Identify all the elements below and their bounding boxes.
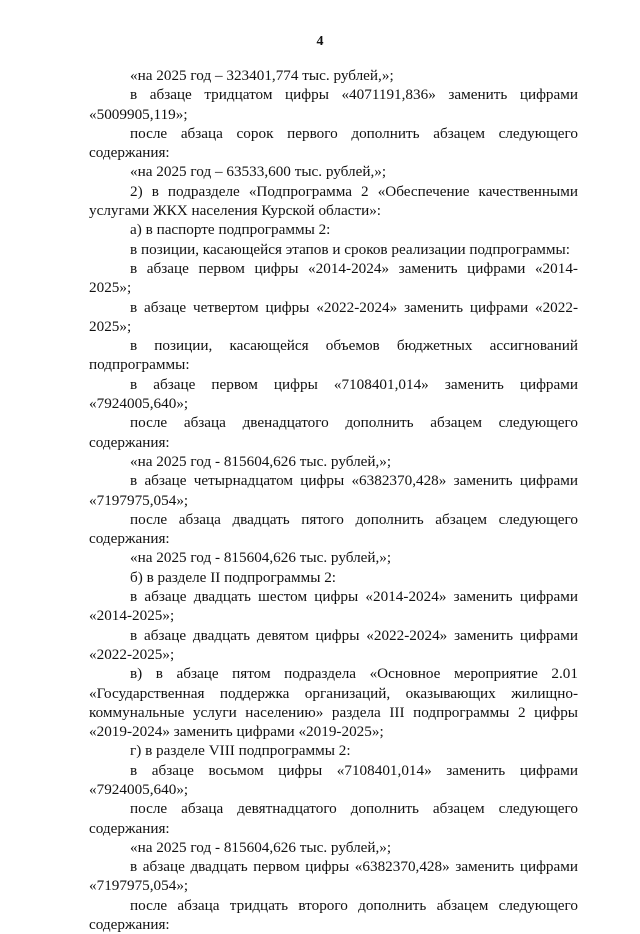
paragraph: в) в абзаце пятом подраздела «Основное мероприятие 2.01 «Государственная поддержка организаций, оказывающих жилищно-коммунальные услуги населению» раздела III подпрограммы 2 цифры «2019-2024» заменить цифрами «2019-2025»;	[89, 665, 578, 741]
paragraph: в позиции, касающейся этапов и сроков реализации подпрограммы:	[130, 240, 570, 258]
paragraph: в абзаце двадцать первом цифры «6382370,428» заменить цифрами «7197975,054»;	[89, 858, 578, 895]
paragraph: в абзаце четырнадцатом цифры «6382370,428» заменить цифрами «7197975,054»;	[89, 472, 578, 509]
paragraph: «на 2025 год – 323401,774 тыс. рублей,»;	[130, 67, 394, 84]
paragraph: после абзаца тридцать второго дополнить абзацем следующего содержания:	[89, 896, 578, 934]
paragraph: после абзаца сорок первого дополнить абзацем следующего содержания:	[89, 124, 578, 162]
paragraph: б) в разделе II подпрограммы 2:	[130, 568, 337, 586]
paragraph: 2) в подразделе «Подпрограмма 2 «Обеспечение качественными услугами ЖКХ населения Курской области»:	[89, 182, 578, 220]
paragraph: после абзаца девятнадцатого дополнить абзацем следующего содержания:	[89, 800, 578, 837]
paragraph: в абзаце первом цифры «2014-2024» заменить цифрами «2014-2025»;	[89, 259, 578, 297]
paragraph: «на 2025 год - 815604,626 тыс. рублей,»;	[130, 838, 392, 856]
paragraph: в абзаце двадцать девятом цифры «2022-2024» заменить цифрами «2022-2025»;	[89, 626, 578, 663]
paragraph: в абзаце двадцать шестом цифры «2014-2024» заменить цифрами «2014-2025»;	[89, 588, 578, 625]
paragraph: в абзаце восьмом цифры «7108401,014» заменить цифрами «7924005,640»;	[89, 761, 578, 798]
paragraph: в позиции, касающейся объемов бюджетных ассигнований подпрограммы:	[89, 337, 578, 374]
paragraph: после абзаца двадцать пятого дополнить абзацем следующего содержания:	[89, 510, 578, 548]
paragraph: в абзаце четвертом цифры «2022-2024» заменить цифрами «2022-2025»;	[89, 298, 578, 335]
document-body	[89, 66, 578, 934]
paragraph: в абзаце тридцатом цифры «4071191,836» заменить цифрами «5009905,119»;	[89, 86, 578, 123]
paragraph: «на 2025 год - 815604,626 тыс. рублей,»;	[130, 549, 392, 567]
paragraph: в абзаце первом цифры «7108401,014» заменить цифрами «7924005,640»;	[89, 375, 578, 413]
page-number: 4	[316, 34, 324, 49]
paragraph: а) в паспорте подпрограммы 2:	[130, 221, 331, 239]
paragraph: «на 2025 год - 815604,626 тыс. рублей,»;	[130, 452, 392, 470]
paragraph: г) в разделе VIII подпрограммы 2:	[130, 742, 351, 760]
paragraph: после абзаца двенадцатого дополнить абзацем следующего содержания:	[89, 414, 578, 451]
paragraph: «на 2025 год – 63533,600 тыс. рублей,»;	[130, 163, 387, 181]
